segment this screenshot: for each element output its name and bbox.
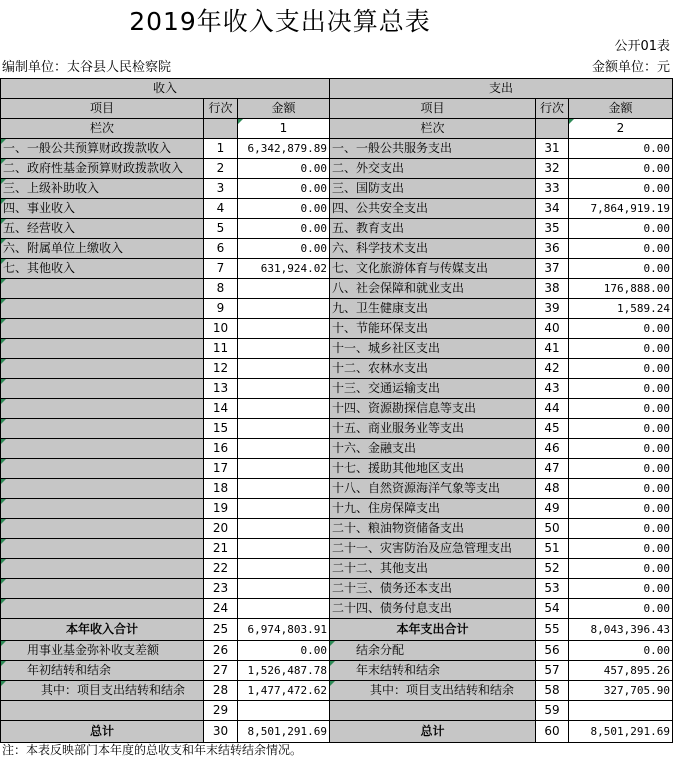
expense-item-name: 八、社会保障和就业支出 <box>330 279 536 299</box>
table-row <box>1 159 673 179</box>
expense-amount: 0.00 <box>569 539 673 559</box>
income-blank-amount <box>238 701 330 721</box>
expense-line-number: 53 <box>536 579 569 599</box>
expense-amount: 0.00 <box>569 399 673 419</box>
expense-project-line: 58 <box>536 681 569 701</box>
income-item-name <box>1 599 204 619</box>
expense-line-number: 46 <box>536 439 569 459</box>
expense-line-number: 50 <box>536 519 569 539</box>
expense-line-number: 33 <box>536 179 569 199</box>
blank-summary-row <box>1 701 673 721</box>
income-item-name: 五、经营收入 <box>1 219 204 239</box>
income-item-name <box>1 299 204 319</box>
income-item-name <box>1 419 204 439</box>
table-row <box>1 339 673 359</box>
expense-ending-line: 57 <box>536 661 569 681</box>
income-item-name: 三、上级补助收入 <box>1 179 204 199</box>
income-item-name <box>1 539 204 559</box>
income-item-name: 六、附属单位上缴收入 <box>1 239 204 259</box>
expense-item-name: 三、国防支出 <box>330 179 536 199</box>
expense-item-name: 一、一般公共服务支出 <box>330 139 536 159</box>
income-amount <box>238 279 330 299</box>
expense-amount: 1,589.24 <box>569 299 673 319</box>
expense-line-number: 52 <box>536 559 569 579</box>
expense-line-number: 37 <box>536 259 569 279</box>
table-row <box>1 439 673 459</box>
expense-amount: 0.00 <box>569 139 673 159</box>
table-row <box>1 179 673 199</box>
column-header-row <box>1 99 673 119</box>
income-amount <box>238 339 330 359</box>
expense-line-number: 48 <box>536 479 569 499</box>
section-header-row <box>1 79 673 99</box>
income-amount <box>238 519 330 539</box>
income-column-number: 1 <box>238 119 330 139</box>
income-line-number: 23 <box>204 579 238 599</box>
expense-amount: 0.00 <box>569 579 673 599</box>
expense-line-number: 40 <box>536 319 569 339</box>
income-amount: 631,924.02 <box>238 259 330 279</box>
table-row <box>1 459 673 479</box>
expense-item-name: 六、科学技术支出 <box>330 239 536 259</box>
table-row <box>1 419 673 439</box>
org-unit: 编制单位：太谷县人民检察院 <box>2 60 172 75</box>
income-section-header: 收入 <box>1 79 330 99</box>
income-fund-amount: 0.00 <box>238 641 330 661</box>
income-blank-line: 29 <box>204 701 238 721</box>
form-code: 公开01表 <box>614 39 670 54</box>
income-project-line: 28 <box>204 681 238 701</box>
expense-total-label: 本年支出合计 <box>330 619 536 641</box>
expense-line-number: 49 <box>536 499 569 519</box>
income-line-number: 7 <box>204 259 238 279</box>
income-amount <box>238 479 330 499</box>
income-amount <box>238 499 330 519</box>
total-row <box>1 619 673 641</box>
income-blank-label <box>1 701 204 721</box>
expense-item-name: 十七、援助其他地区支出 <box>330 459 536 479</box>
expense-column-label: 栏次 <box>330 119 536 139</box>
table-row <box>1 399 673 419</box>
income-beginning-label: 年初结转和结余 <box>1 661 204 681</box>
table-row <box>1 599 673 619</box>
page-title: 2019年收入支出决算总表 <box>129 7 431 36</box>
income-project-label: 其中：项目支出结转和结余 <box>1 681 204 701</box>
expense-grand-total-amount: 8,501,291.69 <box>569 721 673 743</box>
expense-amount: 0.00 <box>569 339 673 359</box>
income-line-number: 22 <box>204 559 238 579</box>
table-row <box>1 559 673 579</box>
expense-blank-line: 59 <box>536 701 569 721</box>
expense-amount: 0.00 <box>569 179 673 199</box>
income-line-number: 5 <box>204 219 238 239</box>
income-amount <box>238 539 330 559</box>
expense-item-name: 十一、城乡社区支出 <box>330 339 536 359</box>
income-amount <box>238 579 330 599</box>
expense-item-name: 十三、交通运输支出 <box>330 379 536 399</box>
expense-item-header: 项目 <box>330 99 536 119</box>
income-amount: 0.00 <box>238 219 330 239</box>
expense-line-number: 43 <box>536 379 569 399</box>
expense-item-name: 十八、自然资源海洋气象等支出 <box>330 479 536 499</box>
project-row <box>1 681 673 701</box>
table-row <box>1 519 673 539</box>
expense-item-name: 二十、粮油物资储备支出 <box>330 519 536 539</box>
money-unit: 金额单位：元 <box>591 60 670 75</box>
expense-amount: 0.00 <box>569 379 673 399</box>
expense-line-number: 35 <box>536 219 569 239</box>
expense-amount: 0.00 <box>569 359 673 379</box>
expense-line-number: 38 <box>536 279 569 299</box>
expense-item-name: 二十一、灾害防治及应急管理支出 <box>330 539 536 559</box>
table-row <box>1 579 673 599</box>
expense-line-header: 行次 <box>536 99 569 119</box>
expense-amount: 0.00 <box>569 439 673 459</box>
income-item-name <box>1 439 204 459</box>
expense-project-label: 其中：项目支出结转和结余 <box>330 681 536 701</box>
income-item-name <box>1 499 204 519</box>
expense-line-number: 54 <box>536 599 569 619</box>
income-item-name: 七、其他收入 <box>1 259 204 279</box>
income-amount <box>238 319 330 339</box>
expense-amount: 176,888.00 <box>569 279 673 299</box>
budget-table <box>0 78 673 743</box>
expense-line-blank <box>536 119 569 139</box>
expense-line-number: 42 <box>536 359 569 379</box>
expense-line-number: 34 <box>536 199 569 219</box>
income-line-number: 3 <box>204 179 238 199</box>
table-row <box>1 359 673 379</box>
expense-blank-label <box>330 701 536 721</box>
income-line-number: 14 <box>204 399 238 419</box>
income-line-number: 24 <box>204 599 238 619</box>
income-line-number: 10 <box>204 319 238 339</box>
table-row <box>1 299 673 319</box>
expense-item-name: 十六、金融支出 <box>330 439 536 459</box>
income-item-name: 二、政府性基金预算财政拨款收入 <box>1 159 204 179</box>
expense-item-name: 十二、农林水支出 <box>330 359 536 379</box>
expense-project-amount: 327,705.90 <box>569 681 673 701</box>
expense-amount: 0.00 <box>569 599 673 619</box>
income-item-name <box>1 559 204 579</box>
expense-amount: 0.00 <box>569 519 673 539</box>
expense-section-header: 支出 <box>330 79 673 99</box>
table-row <box>1 219 673 239</box>
expense-item-name: 十、节能环保支出 <box>330 319 536 339</box>
table-row <box>1 239 673 259</box>
expense-line-number: 41 <box>536 339 569 359</box>
income-fund-line: 26 <box>204 641 238 661</box>
income-amount <box>238 599 330 619</box>
expense-item-name: 十九、住房保障支出 <box>330 499 536 519</box>
income-amount: 0.00 <box>238 159 330 179</box>
income-line-number: 16 <box>204 439 238 459</box>
income-amount <box>238 439 330 459</box>
income-total-amount: 6,974,803.91 <box>238 619 330 641</box>
expense-amount: 0.00 <box>569 219 673 239</box>
column-index-row <box>1 119 673 139</box>
expense-line-number: 31 <box>536 139 569 159</box>
expense-item-name: 二十四、债务付息支出 <box>330 599 536 619</box>
income-amount: 0.00 <box>238 239 330 259</box>
income-item-name <box>1 319 204 339</box>
expense-amount: 0.00 <box>569 239 673 259</box>
expense-total-amount: 8,043,396.43 <box>569 619 673 641</box>
income-amount <box>238 559 330 579</box>
table-row <box>1 259 673 279</box>
income-line-number: 15 <box>204 419 238 439</box>
footnote: 注：本表反映部门本年度的总收支和年末结转结余情况。 <box>2 743 303 757</box>
income-amount <box>238 399 330 419</box>
expense-distribution-line: 56 <box>536 641 569 661</box>
expense-amount: 0.00 <box>569 459 673 479</box>
income-line-number: 17 <box>204 459 238 479</box>
expense-amount: 0.00 <box>569 419 673 439</box>
income-amount <box>238 359 330 379</box>
income-line-number: 11 <box>204 339 238 359</box>
expense-total-line: 55 <box>536 619 569 641</box>
income-line-number: 12 <box>204 359 238 379</box>
expense-distribution-label: 结余分配 <box>330 641 536 661</box>
expense-item-name: 四、公共安全支出 <box>330 199 536 219</box>
expense-line-number: 44 <box>536 399 569 419</box>
fund-row <box>1 641 673 661</box>
grand-total-row <box>1 721 673 743</box>
income-item-name: 四、事业收入 <box>1 199 204 219</box>
expense-line-number: 51 <box>536 539 569 559</box>
table-row <box>1 539 673 559</box>
income-amount-header: 金额 <box>238 99 330 119</box>
expense-line-number: 45 <box>536 419 569 439</box>
income-line-number: 9 <box>204 299 238 319</box>
table-row <box>1 479 673 499</box>
income-line-header: 行次 <box>204 99 238 119</box>
expense-grand-total-label: 总计 <box>330 721 536 743</box>
expense-amount: 0.00 <box>569 559 673 579</box>
carryover-row <box>1 661 673 681</box>
income-amount <box>238 299 330 319</box>
income-amount: 6,342,879.89 <box>238 139 330 159</box>
income-item-name <box>1 479 204 499</box>
expense-line-number: 47 <box>536 459 569 479</box>
income-total-line: 25 <box>204 619 238 641</box>
expense-item-name: 二十二、其他支出 <box>330 559 536 579</box>
income-grand-total-amount: 8,501,291.69 <box>238 721 330 743</box>
income-amount <box>238 379 330 399</box>
table-row <box>1 319 673 339</box>
income-line-number: 21 <box>204 539 238 559</box>
income-amount <box>238 419 330 439</box>
income-line-number: 13 <box>204 379 238 399</box>
expense-ending-label: 年末结转和结余 <box>330 661 536 681</box>
expense-item-name: 十五、商业服务业等支出 <box>330 419 536 439</box>
income-column-label: 栏次 <box>1 119 204 139</box>
income-item-header: 项目 <box>1 99 204 119</box>
expense-amount: 0.00 <box>569 159 673 179</box>
income-item-name <box>1 459 204 479</box>
table-row <box>1 379 673 399</box>
income-item-name <box>1 339 204 359</box>
expense-ending-amount: 457,895.26 <box>569 661 673 681</box>
income-line-number: 8 <box>204 279 238 299</box>
income-item-name <box>1 379 204 399</box>
expense-amount: 0.00 <box>569 499 673 519</box>
income-line-number: 19 <box>204 499 238 519</box>
income-fund-label: 用事业基金弥补收支差额 <box>1 641 204 661</box>
income-line-number: 20 <box>204 519 238 539</box>
expense-amount-header: 金额 <box>569 99 673 119</box>
income-grand-total-label: 总计 <box>1 721 204 743</box>
expense-item-name: 五、教育支出 <box>330 219 536 239</box>
expense-item-name: 九、卫生健康支出 <box>330 299 536 319</box>
expense-column-number: 2 <box>569 119 673 139</box>
expense-amount: 0.00 <box>569 479 673 499</box>
table-row <box>1 199 673 219</box>
income-grand-total-line: 30 <box>204 721 238 743</box>
expense-item-name: 二十三、债务还本支出 <box>330 579 536 599</box>
expense-item-name: 二、外交支出 <box>330 159 536 179</box>
income-item-name: 一、一般公共预算财政拨款收入 <box>1 139 204 159</box>
income-line-blank <box>204 119 238 139</box>
income-project-amount: 1,477,472.62 <box>238 681 330 701</box>
expense-line-number: 36 <box>536 239 569 259</box>
table-row <box>1 139 673 159</box>
table-row <box>1 499 673 519</box>
expense-grand-total-line: 60 <box>536 721 569 743</box>
table-row <box>1 279 673 299</box>
income-item-name <box>1 359 204 379</box>
income-line-number: 4 <box>204 199 238 219</box>
expense-item-name: 十四、资源勘探信息等支出 <box>330 399 536 419</box>
expense-amount: 0.00 <box>569 259 673 279</box>
expense-item-name: 七、文化旅游体育与传媒支出 <box>330 259 536 279</box>
expense-line-number: 32 <box>536 159 569 179</box>
expense-amount: 0.00 <box>569 319 673 339</box>
income-beginning-amount: 1,526,487.78 <box>238 661 330 681</box>
income-beginning-line: 27 <box>204 661 238 681</box>
income-amount: 0.00 <box>238 179 330 199</box>
income-line-number: 18 <box>204 479 238 499</box>
expense-line-number: 39 <box>536 299 569 319</box>
income-item-name <box>1 279 204 299</box>
income-line-number: 1 <box>204 139 238 159</box>
income-line-number: 6 <box>204 239 238 259</box>
income-item-name <box>1 519 204 539</box>
expense-amount: 7,864,919.19 <box>569 199 673 219</box>
income-amount: 0.00 <box>238 199 330 219</box>
income-item-name <box>1 579 204 599</box>
income-amount <box>238 459 330 479</box>
expense-distribution-amount: 0.00 <box>569 641 673 661</box>
income-item-name <box>1 399 204 419</box>
income-total-label: 本年收入合计 <box>1 619 204 641</box>
expense-blank-amount <box>569 701 673 721</box>
income-line-number: 2 <box>204 159 238 179</box>
